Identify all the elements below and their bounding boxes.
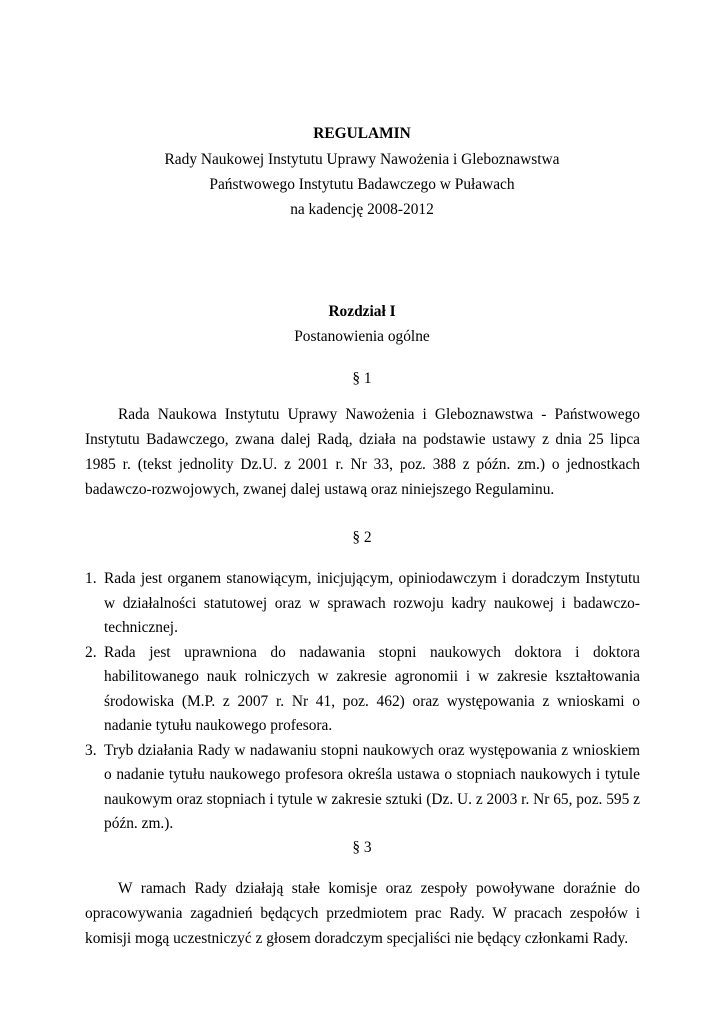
list-item-text: Rada jest organem stanowiącym, inicjującym, opiniodawczym i doradczym Instytutu w działalności statutowej oraz w sprawach rozwoju kadry naukowej i badawczo-technicznej. (104, 570, 640, 636)
title-line-3: na kadencję 2008-2012 (290, 201, 434, 218)
section-1-heading: § 1 (352, 370, 372, 387)
list-item (85, 641, 640, 739)
section-2-list (85, 567, 640, 837)
list-item (85, 739, 640, 837)
section-1-text: Rada Naukowa Instytutu Uprawy Nawożenia i Gleboznawstwa - Państwowego Instytutu Badawczego, zwana dalej Radą, działa na podstawie ustawy z dnia 25 lipca 1985 r. (tekst jednolity Dz.U. z 2001 r. Nr 33, poz. 388 z późn. zm.) o jednostkach badawczo-rozwojowych, zwanej dalej ustawą oraz niniejszego Regulaminu. (85, 406, 640, 498)
document-title: REGULAMIN (313, 125, 411, 142)
section-3-heading: § 3 (352, 839, 372, 856)
list-item-text: Tryb działania Rady w nadawaniu stopni naukowych oraz występowania z wnioskiem o nadanie tytułu naukowego profesora określa ustawa o stopniach naukowych i tytule naukowym oraz stopniach i tytule w zakresie sztuki (Dz. U. z 2003 r. Nr 65, poz. 595 z późn. zm.). (104, 741, 640, 832)
title-line-1: Rady Naukowej Instytutu Uprawy Nawożenia i Gleboznawstwa (164, 151, 560, 168)
list-item-number: 1. (85, 570, 97, 587)
list-item-number: 3. (85, 741, 97, 759)
chapter-subtitle: Postanowienia ogólne (294, 328, 430, 345)
chapter-title: Rozdział I (328, 303, 396, 320)
list-item (85, 567, 640, 641)
list-item-number: 2. (85, 643, 97, 661)
list-item-text: Rada jest uprawniona do nadawania stopni naukowych doktora i doktora habilitowanego nauk rolniczych w zakresie agronomii i w zakresie kształtowania środowiska (M.P. z 2007 r. Nr 41, poz. 462) oraz występowania z wnioskami o nadanie tytułu naukowego profesora. (104, 643, 640, 734)
section-3-text: W ramach Rady działają stałe komisje oraz zespoły powoływane doraźnie do opracowywania zagadnień będących przedmiotem prac Rady. W pracach zespołów i komisji mogą uczestniczyć z głosem doradczym specjaliści nie będący członkami Rady. (85, 880, 640, 947)
section-2-heading: § 2 (352, 529, 372, 546)
title-line-2: Państwowego Instytutu Badawczego w Puławach (209, 176, 515, 193)
